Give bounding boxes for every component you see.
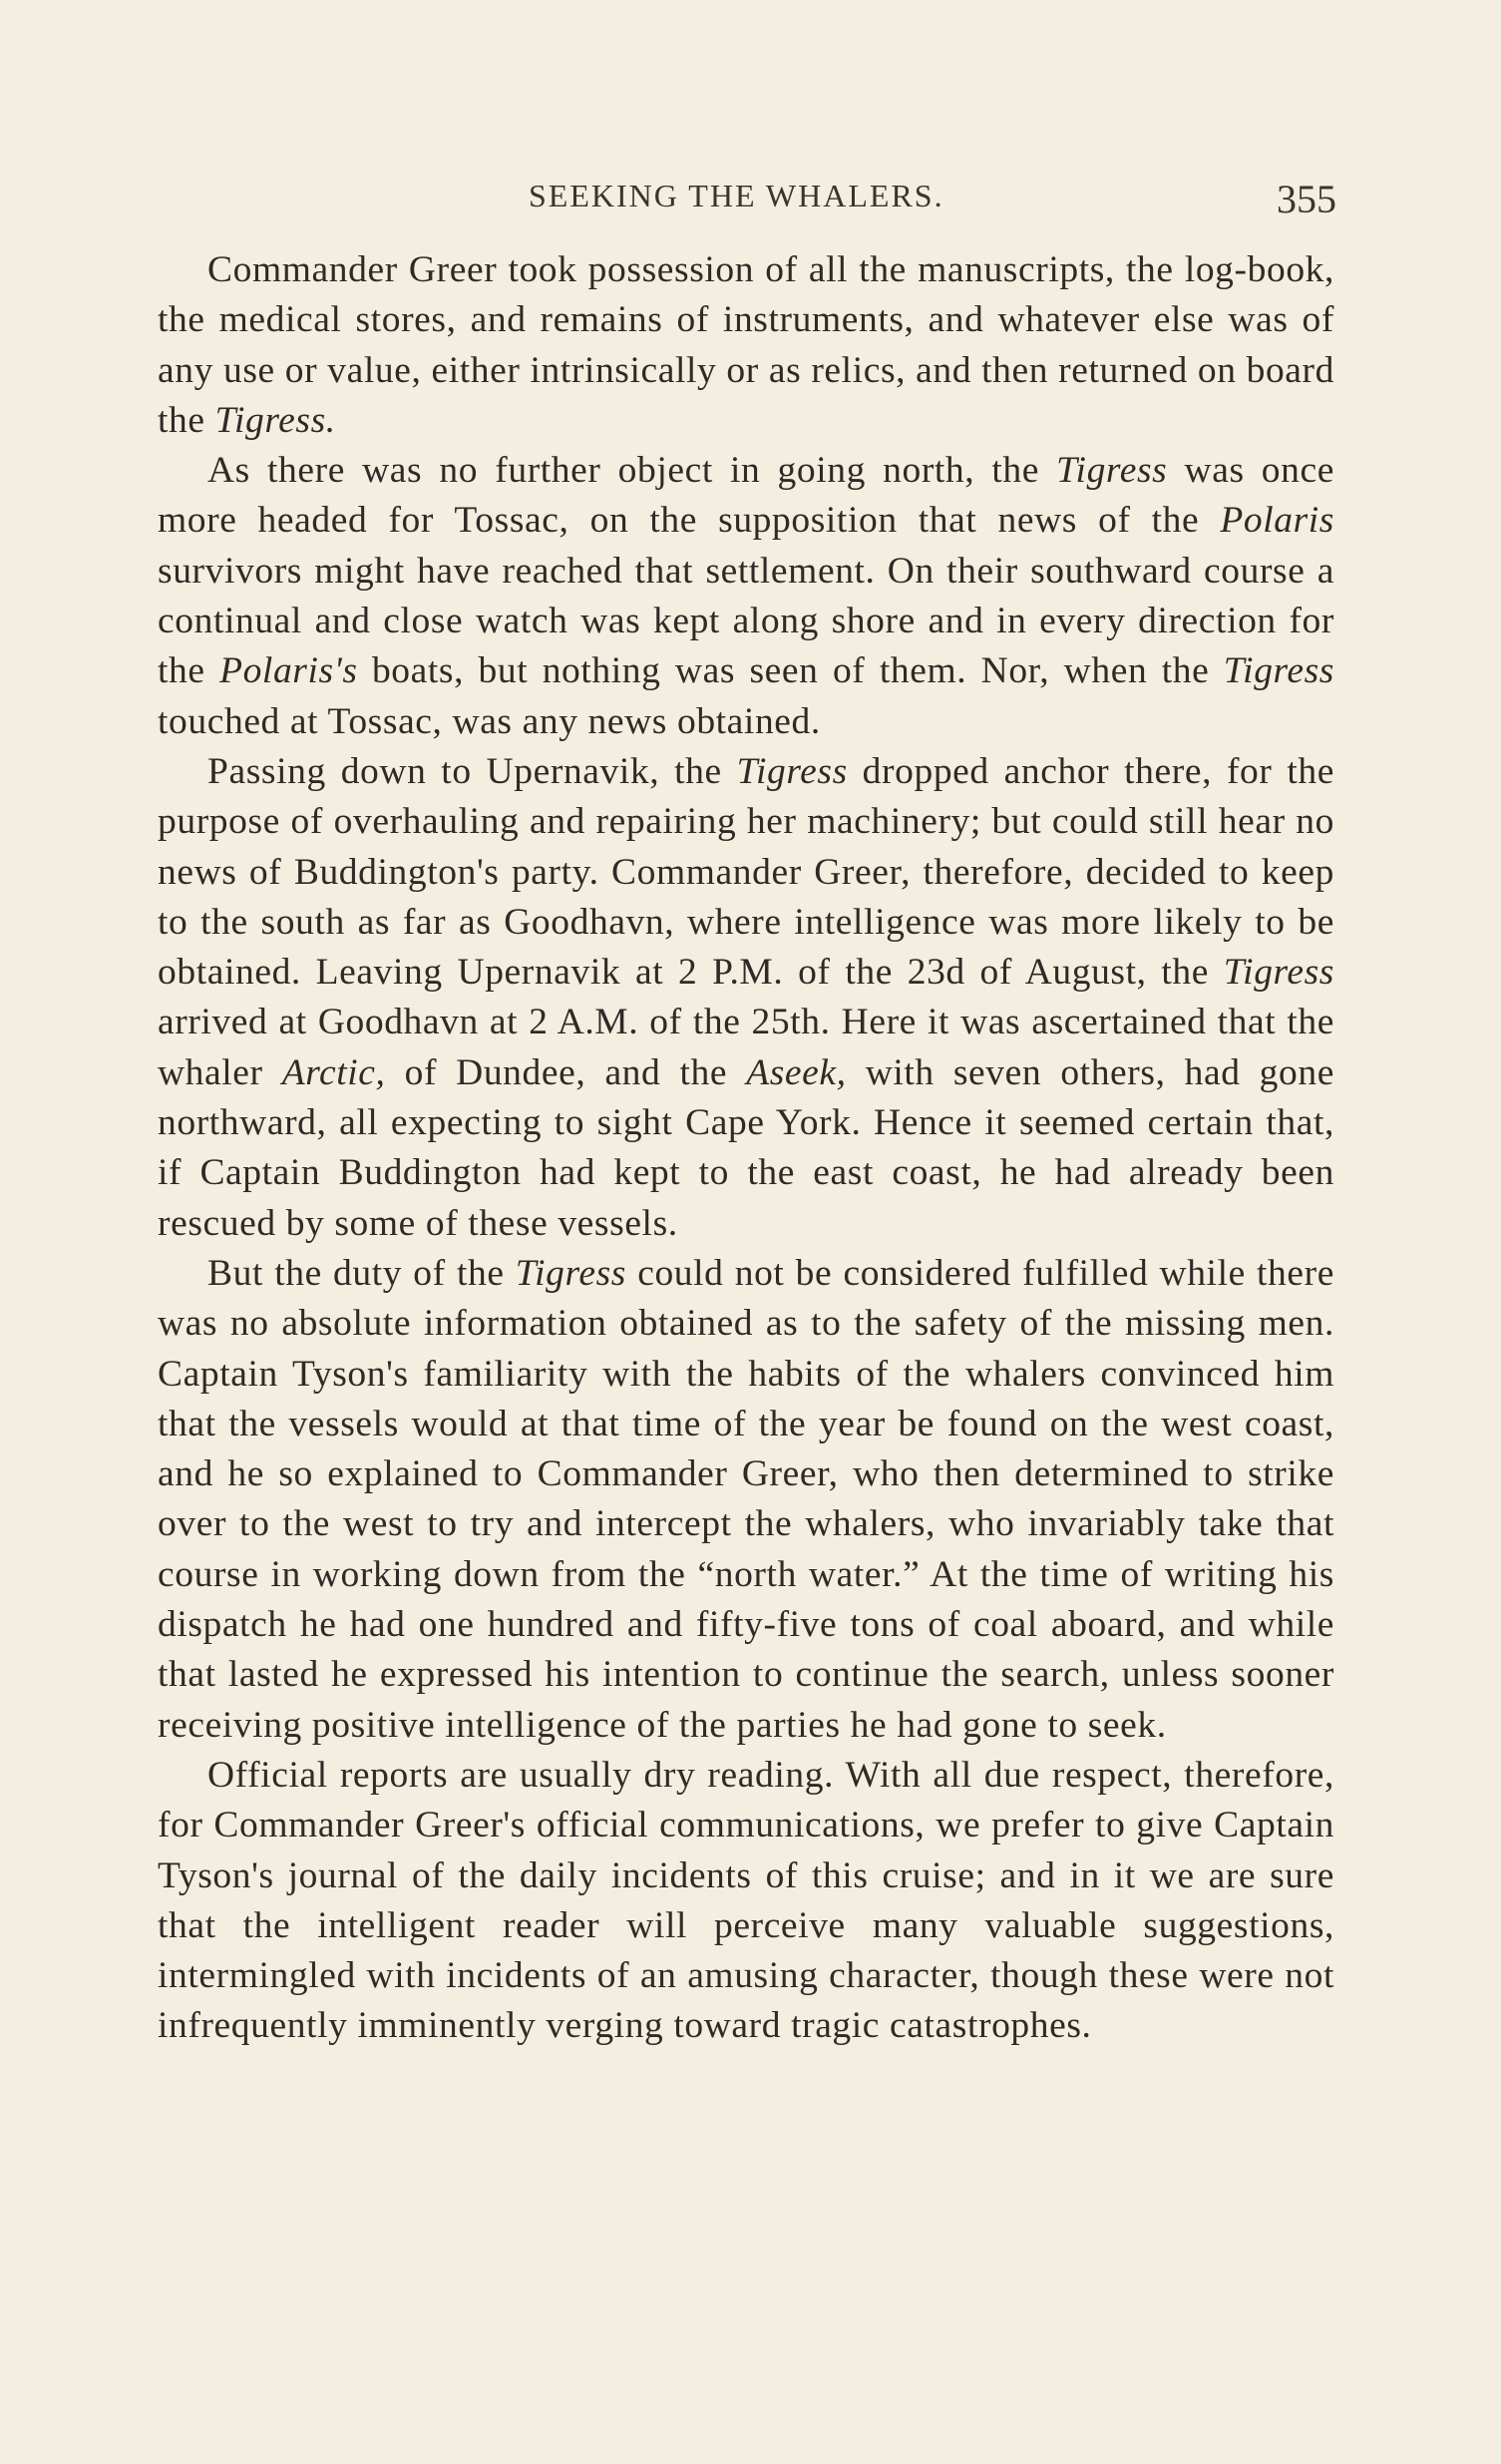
italic-run: Tigress [515,1252,626,1294]
page-header [160,170,1336,229]
paragraph: Passing down to Upernavik, the Tigress dropped anchor there, for the purpose of overhauling and repairing her machinery; but could still hear no news of Buddington's party. Commander Greer, therefore, decided to keep to the south as far as Goodhavn, where intelligence was more likely to be obtained. Leaving Upernavik at 2 P.M. of the 23d of August, the Tigress arrived at Goodhavn at 2 A.M. of the 25th. Here it was ascertained that the whaler Arctic, of Dundee, and the Aseek, with seven others, had gone northward, all expecting to sight Cape York. Hence it seemed certain that, if Captain Buddington had kept to the east coast, he had already been rescued by some of these vessels. [158,750,1334,1244]
italic-run: Tigress [736,750,848,792]
page-number: 355 [1277,177,1336,221]
italic-run: Polaris [1220,500,1334,542]
paragraph: Official reports are usually dry reading. With all due respect, therefore, for Commander Greer's official communications, we prefer to give Captain Tyson's journal of the daily incidents of this cruise; and in it we are sure that the intelligent reader will perceive many valuable suggestions, intermingled with incidents of an amusing character, though these were not infrequently imminently verging toward tragic catastrophes. [158,1754,1334,2047]
italic-run: Arctic, [281,1051,386,1093]
italic-run: Tigress [1056,450,1168,492]
italic-run: Tigress [1223,952,1334,994]
italic-run: Tigress. [214,399,336,441]
running-head: SEEKING THE WHALERS. [529,178,944,213]
paragraph: As there was no further object in going north, the Tigress was once more headed for Tossac, on the supposition that news of the Polaris survivors might have reached that settlement. On their southward course a continual and close watch was kept along shore and in every direction for the Polaris's boats, but nothing was seen of them. Nor, when the Tigress touched at Tossac, was any news obtained. [158,450,1334,742]
body-text [158,245,1334,2052]
italic-run: Polaris's [219,650,358,692]
paragraph: But the duty of the Tigress could not be considered fulfilled while there was no absolute information obtained as to the safety of the missing men. Captain Tyson's familiarity with the habits of the whalers convinced him that the vessels would at that time of the year be found on the west coast, and he so explained to Commander Greer, who then determined to strike over to the west to try and intercept the whalers, who invariably take that course in working down from the “north water.” At the time of writing his dispatch he had one hundred and fifty-five tons of coal aboard, and while that lasted he expressed his intention to continue the search, unless sooner receiving positive intelligence of the parties he had gone to seek. [158,1252,1334,1746]
italic-run: Aseek, [746,1051,847,1093]
italic-run: Tigress [1223,650,1334,692]
paragraph: Commander Greer took possession of all the manuscripts, the log-book, the medical stores, and remains of instruments, and whatever else was of any use or value, either intrinsically or as relics, and then returned on board the Tigress. [158,249,1334,441]
